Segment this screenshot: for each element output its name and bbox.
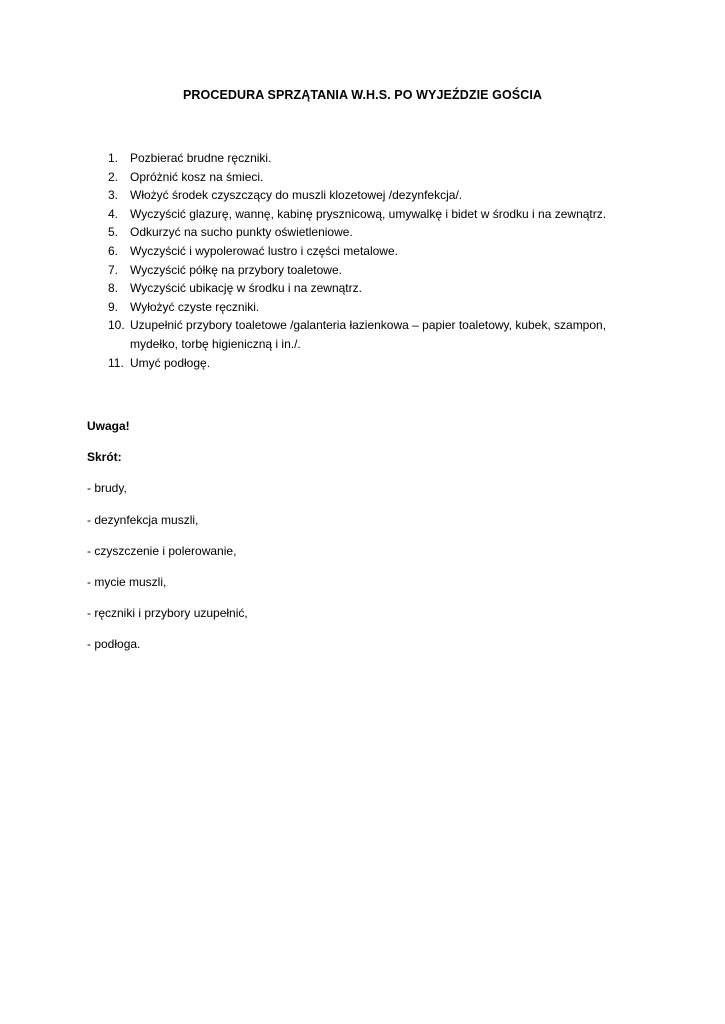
- step-text: Pozbierać brudne ręczniki.: [130, 151, 272, 165]
- procedure-steps-list: [0, 149, 630, 372]
- notes-section: [87, 417, 248, 667]
- step-number: 7.: [108, 262, 119, 277]
- step-text: Uzupełnić przybory toaletowe /galanteria łazienkowa – papier toaletowy, kubek, szampon, mydełko, torbę higieniczną i in./.: [130, 318, 607, 351]
- step-number: 6.: [108, 243, 119, 258]
- list-item: [0, 298, 630, 317]
- step-number: 1.: [108, 151, 119, 165]
- step-text: Wyczyścić i wypolerować lustro i części metalowe.: [130, 243, 398, 258]
- list-item: [0, 279, 630, 298]
- step-text: Włożyć środek czyszczący do muszli klozetowej /dezynfekcja/.: [130, 188, 463, 203]
- list-item: [0, 186, 630, 205]
- summary-item: - ręczniki i przybory uzupełnić,: [87, 606, 248, 621]
- step-text: Wyczyścić ubikację w środku i na zewnątrz.: [130, 281, 362, 296]
- step-number: 3.: [108, 188, 119, 203]
- page-title: PROCEDURA SPRZĄTANIA W.H.S. PO WYJEŹDZIE GOŚCIA: [182, 88, 543, 102]
- step-number: 5.: [108, 225, 119, 240]
- step-number: 8.: [108, 281, 119, 296]
- step-text: Odkurzyć na sucho punkty oświetleniowe.: [130, 225, 353, 240]
- note-heading: Uwaga!: [87, 419, 130, 433]
- step-text: Wyłożyć czyste ręczniki.: [130, 299, 260, 314]
- summary-item: - mycie muszli,: [87, 574, 167, 589]
- step-text: Wyczyścić półkę na przybory toaletowe.: [130, 262, 342, 277]
- summary-item: - czyszczenie i polerowanie,: [87, 543, 237, 558]
- step-text: Umyć podłogę.: [130, 355, 211, 370]
- list-item: [0, 354, 630, 373]
- list-item: [0, 261, 630, 280]
- step-text: Opróżnić kosz na śmieci.: [130, 169, 264, 184]
- step-number: 10.: [108, 318, 125, 333]
- summary-item: - dezynfekcja muszli,: [87, 512, 199, 527]
- summary-item: - brudy,: [87, 481, 127, 496]
- summary-item: - podłoga.: [87, 637, 141, 652]
- list-item: [0, 205, 630, 224]
- list-item: [0, 149, 630, 168]
- list-item: [0, 168, 630, 187]
- step-number: 9.: [108, 299, 119, 314]
- list-item: [0, 223, 630, 242]
- list-item: [0, 316, 630, 353]
- summary-heading: Skrót:: [87, 450, 122, 465]
- list-item: [0, 242, 630, 261]
- step-number: 4.: [108, 206, 119, 221]
- step-number: 11.: [108, 355, 124, 370]
- step-text: Wyczyścić glazurę, wannę, kabinę prysznicową, umywalkę i bidet w środku i na zewnątrz.: [130, 206, 607, 221]
- step-number: 2.: [108, 169, 119, 184]
